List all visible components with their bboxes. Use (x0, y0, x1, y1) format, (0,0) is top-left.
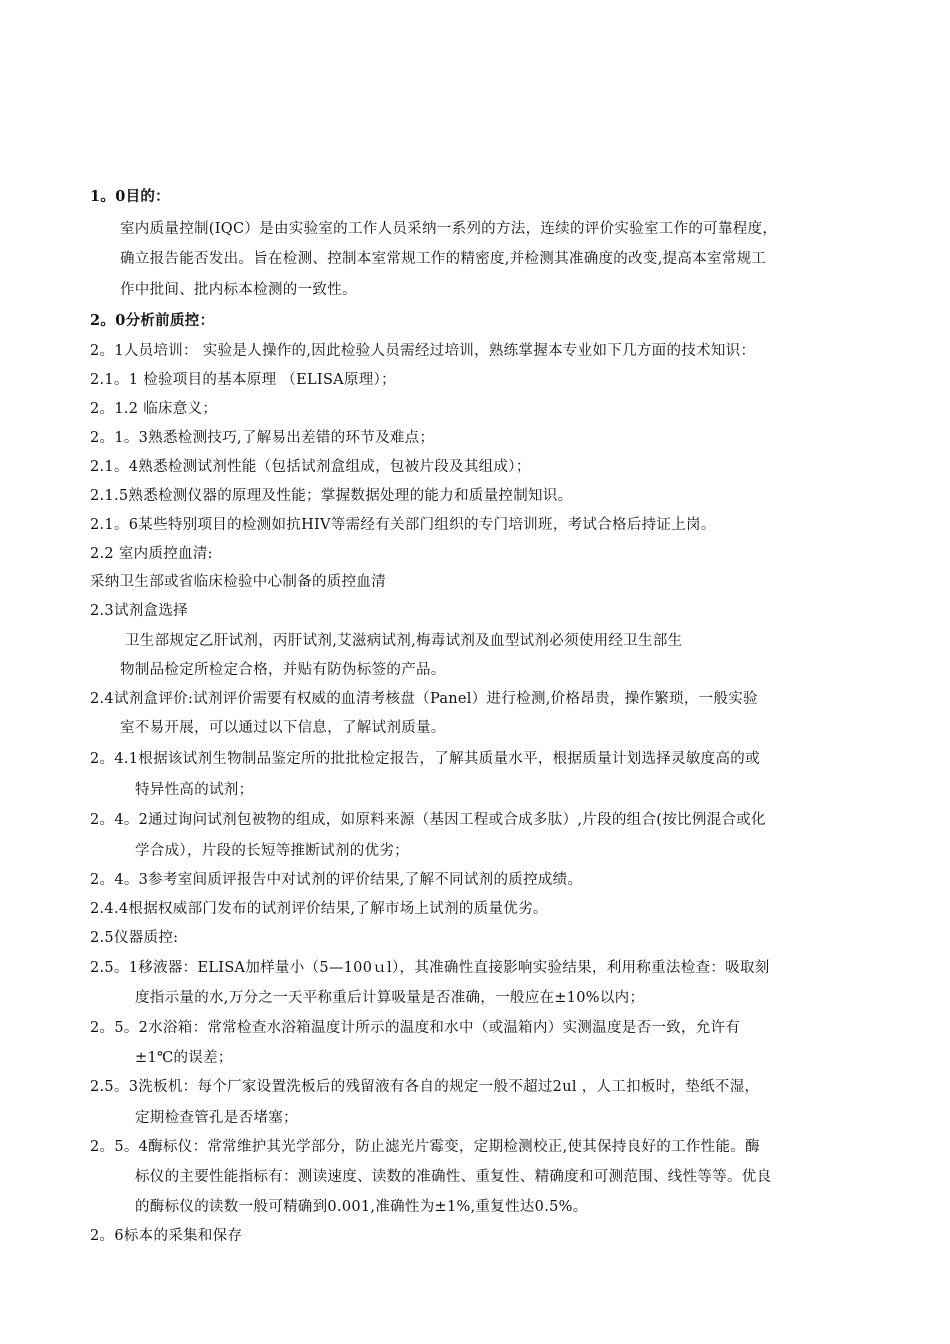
list-item: 2。5。2水浴箱：常常检查水浴箱温度计所示的温度和水中（或温箱内）实测温度是否一致，允许有 (90, 1020, 741, 1036)
list-item: 2.5。3洗板机：每个厂家设置洗板后的残留液有各自的规定一般不超过2ul ，人工扣板时，垫纸不湿， (90, 1079, 760, 1095)
list-item: 2.4.4根据权威部门发布的试剂评价结果,了解市场上试剂的质量优劣。 (90, 901, 548, 917)
list-item: 2.4试剂盒评价:试剂评价需要有权威的血清考核盘（Panel）进行检测,价格昂贵，操作繁琐，一般实验 (90, 691, 758, 707)
paragraph-line: 的酶标仪的读数一般可精确到0.001,准确性为±1%,重复性达0.5%。 (135, 1199, 588, 1215)
list-item: 2.1。1 检验项目的基本原理 （ELISA原理）； (90, 372, 396, 388)
list-item: 2。1.2 临床意义； (90, 401, 218, 417)
section-heading-1-0: 1。0目的： (90, 188, 170, 205)
paragraph-line: 确立报告能否发出。旨在检测、控制本室常规工作的精密度,并检测其准确度的改变,提高本室常规工 (120, 251, 767, 267)
list-item: 2.3试剂盒选择 (90, 603, 188, 619)
list-item: 2.1。6某些特别项目的检测如抗HIV等需经有关部门组织的专门培训班，考试合格后持证上岗。 (90, 517, 716, 533)
paragraph-line: 作中批间、批内标本检测的一致性。 (120, 282, 357, 298)
list-item: 2。4。2通过询问试剂包被物的组成，如原料来源（基因工程或合成多肽）,片段的组合(按比例混合或化 (90, 812, 766, 828)
list-item: 2.5仪器质控: (90, 930, 179, 946)
list-item: 2。4。3参考室间质评报告中对试剂的评价结果,了解不同试剂的质控成绩。 (90, 872, 583, 888)
paragraph-line: 特异性高的试剂； (135, 782, 254, 798)
paragraph-line: ±1℃的误差； (135, 1050, 233, 1066)
section-heading-2-0: 2。0分析前质控： (90, 312, 215, 329)
list-item: 2.1。4熟悉检测试剂性能（包括试剂盒组成，包被片段及其组成）； (90, 459, 531, 475)
list-item: 2.2 室内质控血清: (90, 546, 213, 562)
list-item: 2。6标本的采集和保存 (90, 1228, 243, 1244)
paragraph-line: 室不易开展，可以通过以下信息，了解试剂质量。 (120, 720, 446, 736)
list-item: 2。5。4酶标仪：常常维护其光学部分，防止滤光片霉变，定期检测校正,使其保持良好的工作性能。酶 (90, 1139, 760, 1155)
paragraph-line: 定期检查管孔是否堵塞； (135, 1110, 298, 1126)
list-item: 2.1.5熟悉检测仪器的原理及性能；掌握数据处理的能力和质量控制知识。 (90, 488, 573, 504)
paragraph-line: 标仪的主要性能指标有：测读速度、读数的准确性、重复性、精确度和可测范围、线性等等。优良 (135, 1169, 772, 1185)
list-item: 2。1。3熟悉检测技巧,了解易出差错的环节及难点； (90, 430, 435, 446)
paragraph-line: 室内质量控制(IQC）是由实验室的工作人员采纳一系列的方法，连续的评价实验室工作的可靠程度， (120, 221, 778, 237)
paragraph-line: 卫生部规定乙肝试剂，丙肝试剂,艾滋病试剂,梅毒试剂及血型试剂必须使用经卫生部生 (125, 633, 683, 649)
paragraph-line: 采纳卫生部或省临床检验中心制备的质控血清 (90, 574, 386, 590)
list-item: 2.5。1移液器：ELISA加样量小（5—100ｕl），其准确性直接影响实验结果，利用称重法检查：吸取刻 (90, 960, 770, 976)
paragraph-line: 学合成），片段的长短等推断试剂的优劣； (135, 843, 409, 859)
list-item: 2。4.1根据该试剂生物制品鉴定所的批批检定报告，了解其质量水平，根据质量计划选择灵敏度高的或 (90, 751, 760, 767)
list-item: 2。1人员培训： 实验是人操作的,因此检验人员需经过培训，熟练掌握本专业如下几方面的技术知识： (90, 343, 756, 359)
paragraph-line: 物制品检定所检定合格，并贴有防伪标签的产品。 (120, 662, 446, 678)
paragraph-line: 度指示量的水,万分之一天平称重后计算吸量是否准确，一般应在±10%以内； (135, 990, 645, 1006)
